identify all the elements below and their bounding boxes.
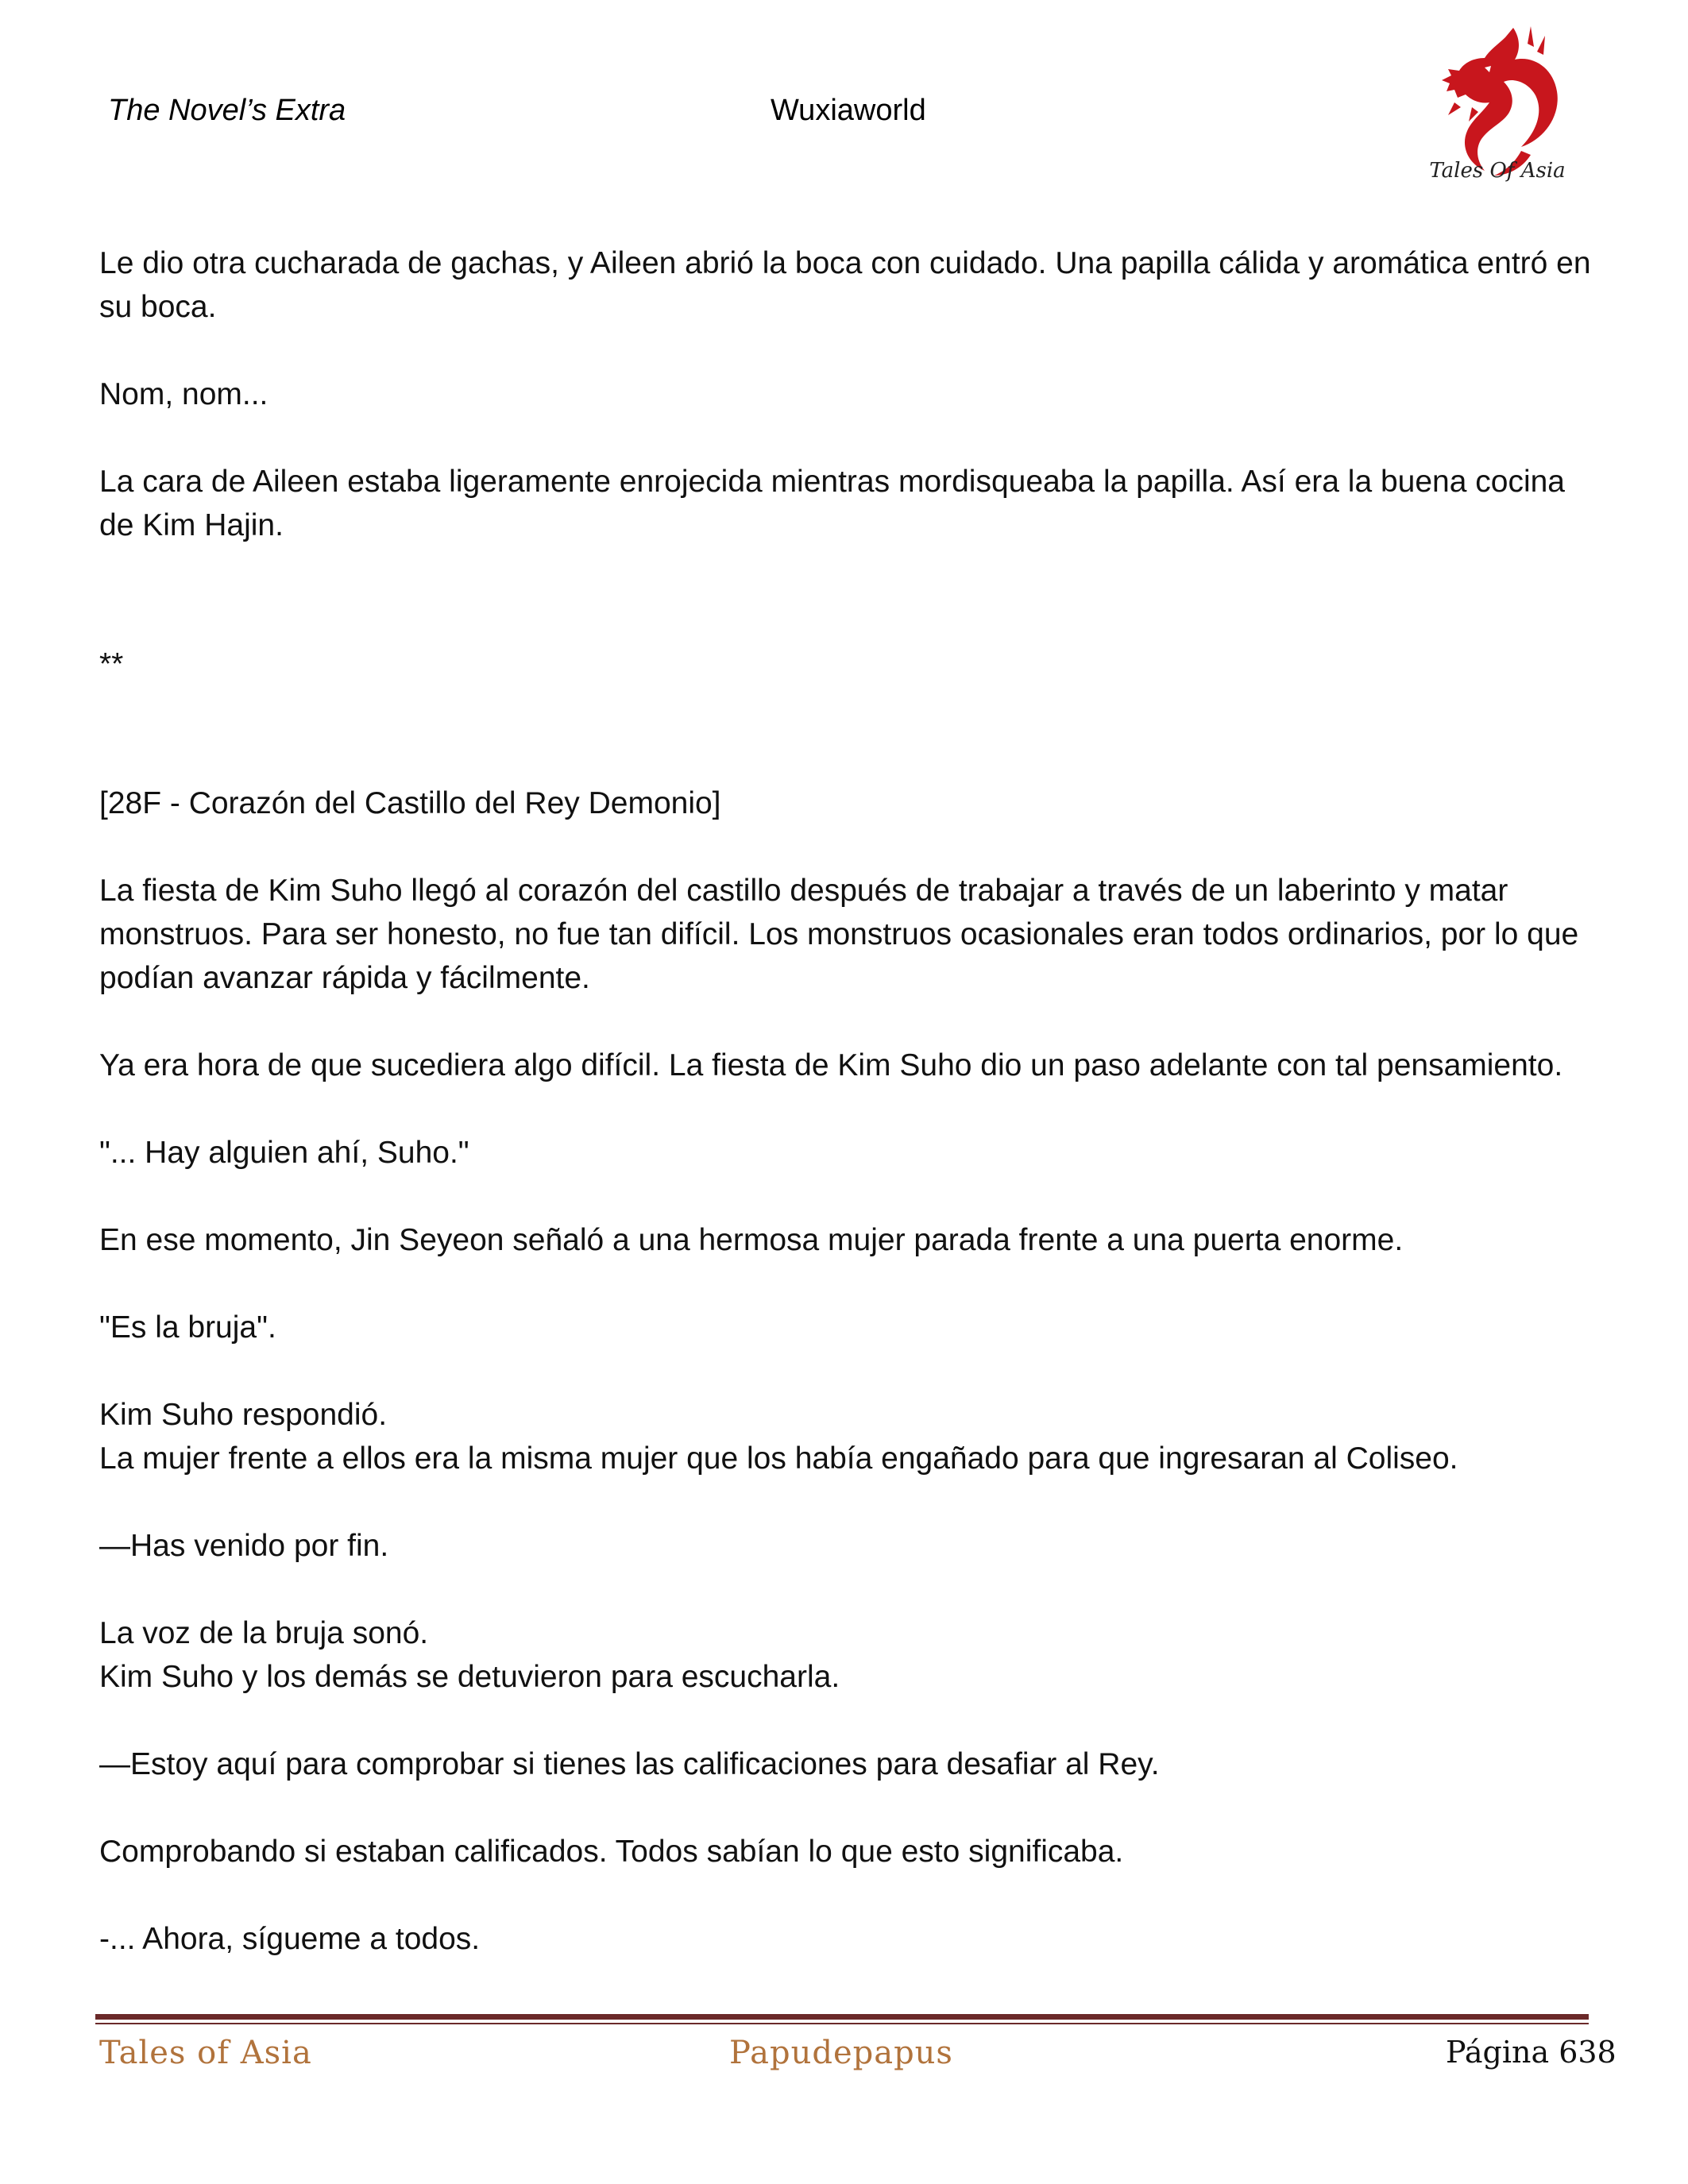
paragraph: "Es la bruja". bbox=[99, 1310, 276, 1345]
paragraph: —Has venido por fin. bbox=[99, 1529, 389, 1563]
paragraph: La fiesta de Kim Suho llegó al corazón del castillo después de trabajar a través de un laberinto y matar monstruos. Para ser honesto, no fue tan difícil. Los monstruos ocasionales eran todos ordinarios, por lo que podían avanzar rápida y fácilmente. bbox=[99, 874, 1579, 995]
footer-translator: Papudepapus bbox=[729, 2035, 953, 2071]
paragraph: La mujer frente a ellos era la misma mujer que los había engañado para que ingresaran al Coliseo. bbox=[99, 1441, 1458, 1476]
footer-site: Tales of Asia bbox=[99, 2035, 312, 2071]
footer-rule bbox=[95, 2014, 1589, 2020]
paragraph: —Estoy aquí para comprobar si tienes las calificaciones para desafiar al Rey. bbox=[99, 1747, 1160, 1781]
paragraph: La voz de la bruja sonó. bbox=[99, 1616, 429, 1650]
paragraph: Nom, nom... bbox=[99, 377, 268, 411]
paragraph: La cara de Aileen estaba ligeramente enrojecida mientras mordisqueaba la papilla. Así era la buena cocina de Kim Hajin. bbox=[99, 465, 1565, 542]
paragraph: Comprobando si estaban calificados. Todos sabían lo que esto significaba. bbox=[99, 1835, 1124, 1869]
paragraph: "... Hay alguien ahí, Suho." bbox=[99, 1136, 469, 1170]
paragraph: Kim Suho y los demás se detuvieron para escucharla. bbox=[99, 1660, 840, 1694]
paragraph: Le dio otra cucharada de gachas, y Aileen abrió la boca con cuidado. Una papilla cálida y aromática entró en su boca. bbox=[99, 246, 1591, 324]
paragraph: En ese momento, Jin Seyeon señaló a una hermosa mujer parada frente a una puerta enorme. bbox=[99, 1223, 1404, 1257]
paragraph: Ya era hora de que sucediera algo difícil. La fiesta de Kim Suho dio un paso adelante con tal pensamiento. bbox=[99, 1048, 1563, 1082]
paragraph: -... Ahora, sígueme a todos. bbox=[99, 1922, 481, 1956]
chapter-body bbox=[99, 241, 1593, 1961]
paragraph: Kim Suho respondió. bbox=[99, 1398, 388, 1432]
logo-text: Tales Of Asia bbox=[1429, 159, 1566, 183]
page-number: Página 638 bbox=[1446, 2035, 1617, 2070]
footer-rule-thin bbox=[95, 2023, 1589, 2024]
header-novel-title: The Novel’s Extra bbox=[108, 94, 346, 127]
location-heading: [28F - Corazón del Castillo del Rey Demonio] bbox=[99, 786, 721, 820]
header-source: Wuxiaworld bbox=[771, 94, 926, 127]
scene-separator: ** bbox=[99, 647, 124, 681]
